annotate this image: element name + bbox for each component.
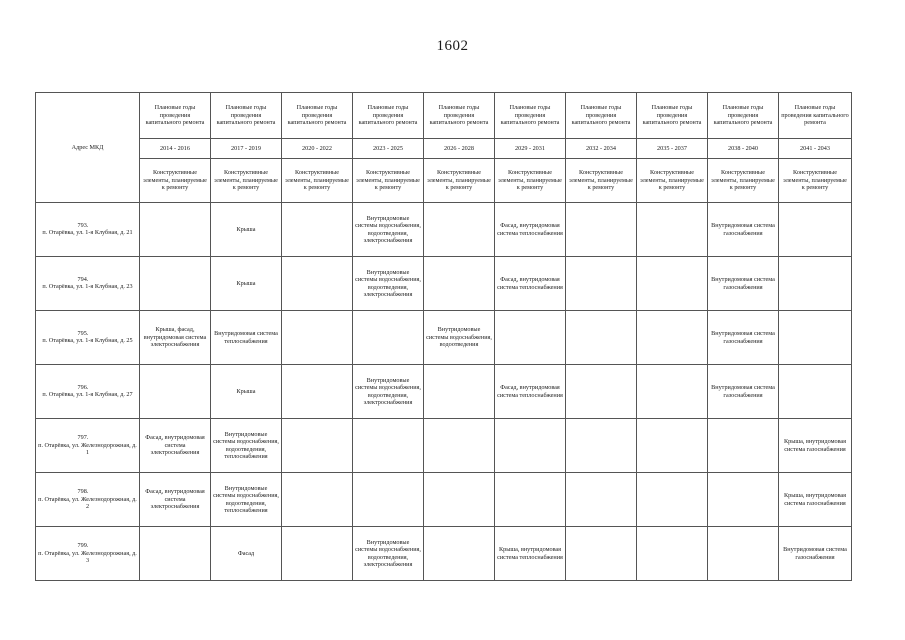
period-header: Плановые годы проведения капитального ремонта [637, 93, 708, 139]
work-cell [353, 311, 424, 365]
work-cell [637, 527, 708, 581]
header-row-elements [36, 159, 852, 203]
work-cell [637, 419, 708, 473]
work-cell: Внутридомовые системы водоснабжения, водоотведения, теплоснабжения [211, 419, 282, 473]
year-range-header: 2032 - 2034 [566, 139, 637, 159]
address-text: п. Отарёвка, ул. Железнодорожная, д. 2 [38, 495, 137, 511]
work-cell [282, 311, 353, 365]
work-cell [708, 419, 779, 473]
period-header: Плановые годы проведения капитального ремонта [495, 93, 566, 139]
address-text: п. Отарёвка, ул. Железнодорожная, д. 3 [38, 549, 137, 565]
work-cell [424, 419, 495, 473]
work-cell [708, 527, 779, 581]
work-cell [637, 257, 708, 311]
work-cell: Фасад, внутридомовая система теплоснабжения [495, 203, 566, 257]
work-cell [566, 365, 637, 419]
elements-header: Конструктивные элементы, планируемые к ремонту [211, 159, 282, 203]
address-text: п. Отарёвка, ул. 1-я Клубная, д. 27 [42, 391, 133, 399]
table-row [36, 365, 852, 419]
row-number: 795. [77, 330, 89, 338]
work-cell [637, 203, 708, 257]
address-text: п. Отарёвка, ул. 1-я Клубная, д. 25 [42, 337, 133, 345]
row-number: 793. [77, 222, 89, 230]
work-cell: Внутридомовые системы водоснабжения, водоотведения, электроснабжения [353, 257, 424, 311]
work-cell [282, 473, 353, 527]
work-cell: Внутридомовые системы водоснабжения, водоотведения, электроснабжения [353, 203, 424, 257]
work-cell [566, 203, 637, 257]
address-cell [36, 527, 140, 581]
work-cell [495, 473, 566, 527]
work-cell [140, 257, 211, 311]
work-cell [353, 419, 424, 473]
work-cell: Фасад, внутридомовая система теплоснабжения [495, 365, 566, 419]
work-cell: Фасад [211, 527, 282, 581]
work-cell: Внутридомовая система теплоснабжения [211, 311, 282, 365]
period-header: Плановые годы проведения капитального ремонта [779, 93, 852, 139]
work-cell: Крыша [211, 257, 282, 311]
address-text: п. Отарёвка, ул. 1-я Клубная, д. 21 [42, 229, 133, 237]
address-cell [36, 203, 140, 257]
period-header: Плановые годы проведения капитального ремонта [708, 93, 779, 139]
work-cell: Внутридомовая система газоснабжения [779, 527, 852, 581]
elements-header: Конструктивные элементы, планируемые к ремонту [424, 159, 495, 203]
work-cell: Внутридомовая система газоснабжения [708, 203, 779, 257]
work-cell [282, 203, 353, 257]
work-cell [566, 419, 637, 473]
work-cell [566, 473, 637, 527]
table-row [36, 257, 852, 311]
work-cell: Внутридомовые системы водоснабжения, водоотведения, электроснабжения [353, 365, 424, 419]
work-cell: Крыша [211, 203, 282, 257]
address-cell [36, 311, 140, 365]
work-cell: Внутридомовые системы водоснабжения, водоотведения, электроснабжения [353, 527, 424, 581]
work-cell [495, 311, 566, 365]
work-cell [424, 365, 495, 419]
work-cell [140, 527, 211, 581]
work-cell [140, 365, 211, 419]
elements-header: Конструктивные элементы, планируемые к ремонту [637, 159, 708, 203]
row-number: 798. [77, 488, 89, 496]
work-cell [282, 257, 353, 311]
address-cell [36, 257, 140, 311]
work-cell: Внутридомовые системы водоснабжения, водоотведения [424, 311, 495, 365]
work-cell [424, 473, 495, 527]
work-cell [282, 365, 353, 419]
work-cell: Крыша, внутридомовая система газоснабжения [779, 473, 852, 527]
work-cell: Внутридомовая система газоснабжения [708, 311, 779, 365]
address-cell [36, 365, 140, 419]
table-row [36, 527, 852, 581]
work-cell [779, 257, 852, 311]
year-range-header: 2035 - 2037 [637, 139, 708, 159]
row-number: 799. [77, 542, 89, 550]
work-cell [708, 473, 779, 527]
period-header: Плановые годы проведения капитального ремонта [282, 93, 353, 139]
work-cell [424, 203, 495, 257]
year-range-header: 2029 - 2031 [495, 139, 566, 159]
work-cell: Внутридомовая система газоснабжения [708, 365, 779, 419]
work-cell: Крыша, внутридомовая система теплоснабжения [495, 527, 566, 581]
period-header: Плановые годы проведения капитального ремонта [353, 93, 424, 139]
work-cell [424, 257, 495, 311]
elements-header: Конструктивные элементы, планируемые к ремонту [140, 159, 211, 203]
work-cell: Внутридомовая система газоснабжения [708, 257, 779, 311]
year-range-header: 2026 - 2028 [424, 139, 495, 159]
work-cell: Внутридомовые системы водоснабжения, водоотведения, теплоснабжения [211, 473, 282, 527]
work-cell: Крыша, внутридомовая система газоснабжения [779, 419, 852, 473]
year-range-header: 2041 - 2043 [779, 139, 852, 159]
year-range-header: 2014 - 2016 [140, 139, 211, 159]
work-cell [353, 473, 424, 527]
work-cell [140, 203, 211, 257]
work-cell [779, 311, 852, 365]
work-cell: Фасад, внутридомовая система электроснабжения [140, 419, 211, 473]
period-header: Плановые годы проведения капитального ремонта [424, 93, 495, 139]
year-range-header: 2020 - 2022 [282, 139, 353, 159]
work-cell [779, 203, 852, 257]
page-number: 1602 [436, 38, 469, 54]
table-row [36, 203, 852, 257]
work-cell: Фасад, внутридомовая система теплоснабжения [495, 257, 566, 311]
period-header: Плановые годы проведения капитального ремонта [140, 93, 211, 139]
work-cell [566, 257, 637, 311]
capital-repair-table [35, 92, 852, 581]
work-cell [637, 365, 708, 419]
work-cell [566, 527, 637, 581]
address-cell [36, 419, 140, 473]
elements-header: Конструктивные элементы, планируемые к ремонту [495, 159, 566, 203]
row-number: 794. [77, 276, 89, 284]
work-cell [637, 311, 708, 365]
work-cell [424, 527, 495, 581]
year-range-header: 2038 - 2040 [708, 139, 779, 159]
header-row-period [36, 93, 852, 139]
table-row [36, 473, 852, 527]
elements-header: Конструктивные элементы, планируемые к ремонту [779, 159, 852, 203]
work-cell [282, 419, 353, 473]
work-cell [282, 527, 353, 581]
table-row [36, 311, 852, 365]
address-text: п. Отарёвка, ул. 1-я Клубная, д. 23 [42, 283, 133, 291]
year-range-header: 2017 - 2019 [211, 139, 282, 159]
work-cell [637, 473, 708, 527]
elements-header: Конструктивные элементы, планируемые к ремонту [708, 159, 779, 203]
work-cell [566, 311, 637, 365]
work-cell: Крыша [211, 365, 282, 419]
work-cell [779, 365, 852, 419]
year-range-header: 2023 - 2025 [353, 139, 424, 159]
table-row [36, 419, 852, 473]
address-text: п. Отарёвка, ул. Железнодорожная, д. 1 [38, 441, 137, 457]
period-header: Плановые годы проведения капитального ремонта [566, 93, 637, 139]
elements-header: Конструктивные элементы, планируемые к ремонту [353, 159, 424, 203]
elements-header: Конструктивные элементы, планируемые к ремонту [566, 159, 637, 203]
address-cell [36, 473, 140, 527]
work-cell [495, 419, 566, 473]
row-number: 796. [77, 384, 89, 392]
period-header: Плановые годы проведения капитального ремонта [211, 93, 282, 139]
elements-header: Конструктивные элементы, планируемые к ремонту [282, 159, 353, 203]
header-row-years [36, 139, 852, 159]
work-cell: Крыша, фасад, внутридомовая система электроснабжения [140, 311, 211, 365]
work-cell: Фасад, внутридомовая система электроснабжения [140, 473, 211, 527]
address-header: Адрес МКД [36, 93, 140, 203]
row-number: 797. [77, 434, 89, 442]
